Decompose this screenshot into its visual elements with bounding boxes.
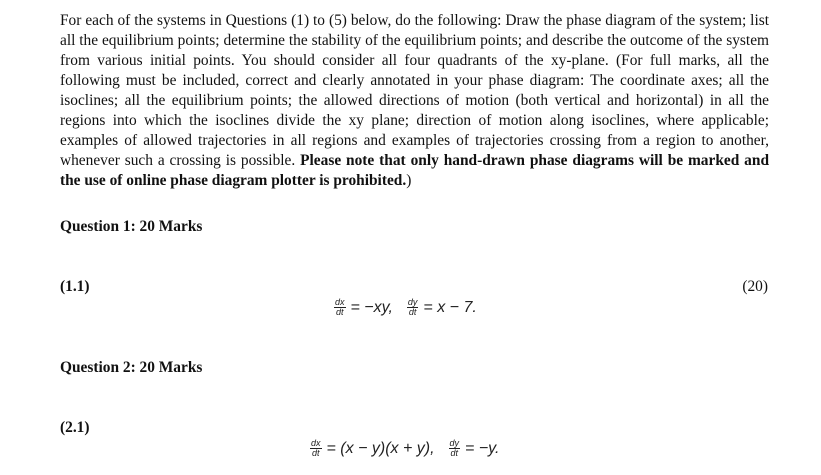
question-2-marks-heading: : 20 Marks [130,359,203,376]
part-1-1-label: (1.1) [60,278,90,295]
dx-numerator: dx [335,297,345,307]
instructions-line-3: outcome of the system from various initial points. You should consider all four quadrants of the xy-plane. [60,32,769,69]
instructions-line-7: along isoclines, where applicable; examples of allowed trajectories in all regions and examples of trajectories [60,112,769,149]
instructions-line-1: For each of the systems in Questions (1) to (5) below, do the following: Draw the phase diagram of the [60,12,700,29]
dt-denominator: dt [450,448,459,458]
dy-dt-rhs: = −y. [465,439,500,457]
part-1-1-marks: (20) [742,278,768,295]
question-1-title: Question 1 [60,218,131,235]
dt-denominator: dt [408,307,417,317]
question-2-heading [60,359,202,377]
instructions-line-2: system; list all the equilibrium points; determine the stability of the equilibrium points; and describe the [60,12,769,49]
dt-denominator: dt [312,448,320,458]
instructions-line-6: vertical and horizontal) in all the regions into which the isoclines divide the xy plane; direction of motion [60,92,770,129]
dy-dt-rhs: = x − 7. [423,298,477,316]
dx-dt-rhs: = (x − y)(x + y), [326,439,435,457]
equation-1-1 [334,298,477,317]
instructions-line-8: crossing from a region to another, whenever such a crossing is possible. [60,132,769,169]
plotter-prohibition-notice: phase diagrams will be marked and the use of online phase diagram plotter is prohibited. [60,152,769,189]
dy-numerator: dy [407,297,418,307]
dt-denominator: dt [336,307,344,317]
instructions-paragraph [60,11,769,191]
dy-numerator: dy [449,438,460,448]
equation-2-1 [310,439,499,458]
question-1-marks-heading: : 20 Marks [130,218,203,235]
closing-parenthesis: ) [406,172,412,189]
hand-drawn-notice: Please note that only hand-drawn [300,152,530,169]
dx-dt-fraction [334,298,346,317]
part-2-1-label: (2.1) [60,419,90,436]
dx-dt-fraction [310,439,322,458]
instructions-line-5: The coordinate axes; all the isoclines; all the equilibrium points; the allowed directions of motion (both [60,72,769,109]
dy-dt-fraction [449,439,461,458]
question-2-title: Question 2 [60,359,131,376]
question-1-heading [60,218,202,236]
dx-dt-rhs: = −xy, [350,298,393,316]
dy-dt-fraction [407,298,419,317]
dx-numerator: dx [311,438,321,448]
instructions-line-4: (For full marks, all the following must be included, correct and clearly annotated in your phase diagram: [60,52,769,89]
